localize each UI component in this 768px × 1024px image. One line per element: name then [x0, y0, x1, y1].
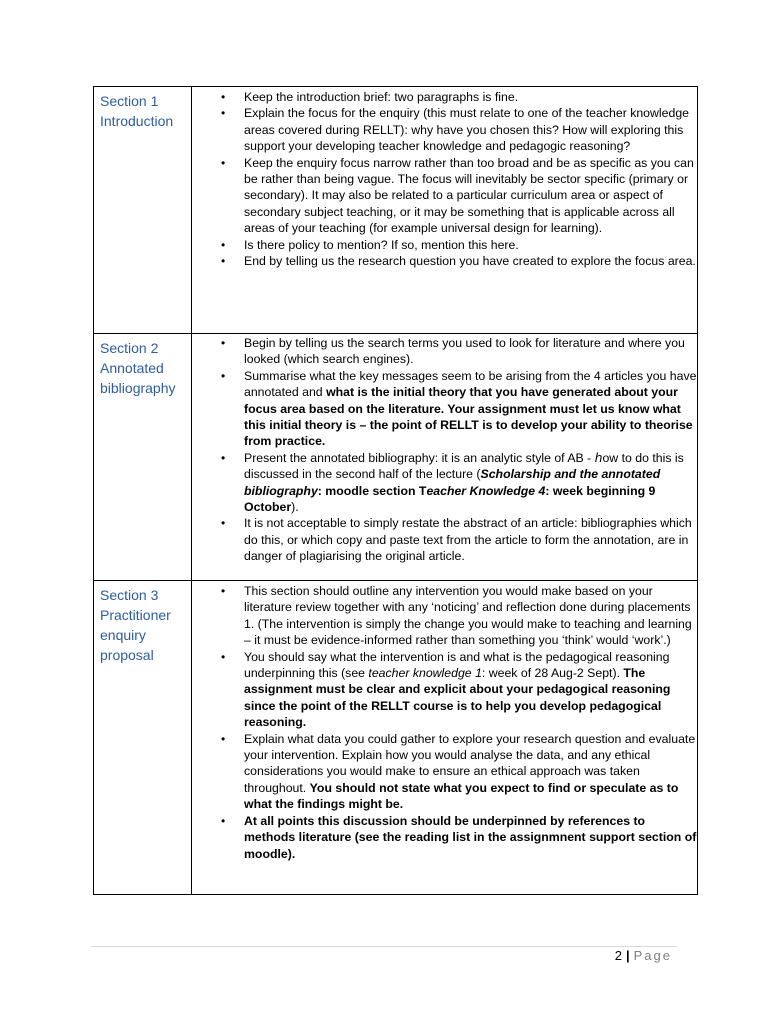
section-body-cell	[192, 87, 698, 334]
bullet-list	[192, 335, 697, 565]
bullet-text: what is the initial theory that you have generated about your focus area based on the literature. Your assignment must let us know what this initial theory is – the point of RELLT is to develop your ability to theorise from practice.	[244, 385, 693, 449]
bullet-text: Keep the enquiry focus narrow rather than too broad and be as specific as you can be rather than being vague. The focus will inevitably be sector specific (primary or secondary). It may also be related to a particular curriculum area or aspect of secondary subject teaching, or it may be something that is applicable across all areas of your teaching (for example universal design for learning).	[244, 155, 694, 236]
bullet-item	[192, 105, 697, 154]
section-row	[94, 581, 698, 895]
bullet-item	[192, 237, 697, 253]
bullet-text: Explain what data you could gather to explore your research question and evaluate your intervention. Explain how you would analyse the data, and any ethical considerations you would make to ensure an ethical approach was taken throughout.	[244, 731, 696, 795]
section-heading-cell	[94, 334, 192, 581]
bullet-text: At all points this discussion should be underpinned by references to methods literature (see the reading list in the assignmnent support section of moodle).	[244, 813, 697, 861]
bullet-item	[192, 731, 697, 813]
section-body-cell	[192, 581, 698, 895]
bullet-text: Begin by telling us the search terms you used to look for literature and where you looked (which search engines).	[244, 336, 685, 367]
assignment-guidance-table	[93, 86, 698, 895]
section-row	[94, 87, 698, 334]
bullet-text: You should not state what you expect to find or speculate as to what the findings might be.	[244, 780, 679, 812]
bullet-item	[192, 583, 697, 649]
bullet-text: Explain the focus for the enquiry (this must relate to one of the teacher knowledge areas covered during RELLT): why have you chosen this? How will exploring this support your developing teacher knowledge and pedagogic reasoning?	[244, 106, 689, 154]
bullet-text: ).	[291, 500, 299, 515]
bullet-text: End by telling us the research question you have created to explore the focus area.	[244, 254, 696, 269]
bullet-text: Present the annotated bibliography: it is an analytic style of AB - ℎow to do this is discussed in the second half of the lecture (	[244, 450, 684, 482]
section-row	[94, 334, 698, 581]
bullet-item	[192, 649, 697, 731]
bullet-text: Scholarship and the annotated bibliography	[244, 467, 661, 498]
footer-separator: |	[625, 948, 630, 963]
bullet-text: Summarise what the key messages seem to be arising from the 4 articles you have annotated and	[244, 368, 697, 400]
page-footer	[615, 947, 672, 965]
bullet-text: eacher Knowledge 4	[426, 483, 546, 498]
bullet-list	[192, 89, 697, 269]
section-body-cell	[192, 334, 698, 581]
bullet-text: You should say what the intervention is and what is the pedagogical reasoning underpinning this (see	[244, 649, 670, 681]
bullet-item	[192, 155, 697, 237]
bullet-item	[192, 253, 697, 269]
bullet-text: : week of 28 Aug-2 Sept).	[481, 666, 624, 681]
bullet-item	[192, 335, 697, 368]
bullet-text: It is not acceptable to simply restate the abstract of an article: bibliographies which do this, or which copy and paste text from the article to form the annotation, are in danger of plagiarising the original article.	[244, 516, 692, 564]
bullet-text: Is there policy to mention? If so, mention this here.	[244, 237, 519, 252]
section-heading-cell	[94, 87, 192, 334]
bullet-item	[192, 450, 697, 516]
bullet-item	[192, 515, 697, 564]
bullet-list	[192, 583, 697, 862]
page-number: 2	[614, 948, 622, 963]
section-heading-cell	[94, 581, 192, 895]
bullet-item	[192, 813, 697, 862]
bullet-text: : week beginning 9 October	[244, 483, 656, 515]
bullet-text: : moodle section T	[317, 483, 427, 498]
bullet-item	[192, 89, 697, 105]
bullet-text: The assignment must be clear and explicit about your pedagogical reasoning since the point of the RELLT course is to help you develop pedagogical reasoning.	[244, 666, 671, 730]
bullet-text: Keep the introduction brief: two paragraphs is fine.	[244, 90, 519, 104]
page-label: Page	[633, 948, 672, 963]
bullet-text: This section should outline any intervention you would make based on your literature review together with any ‘noticing’ and reflection done during placements 1. (The intervention is simply the change you would make to teaching and learning – it must be evidence-informed rather than something you ‘think’ would ‘work’.)	[244, 584, 692, 648]
section-title: Section 3 Practitioner enquiry proposal	[100, 587, 171, 663]
footer-divider	[91, 946, 677, 947]
section-title: Section 2 Annotated bibliography	[100, 340, 176, 396]
bullet-item	[192, 368, 697, 450]
section-title: Section 1 Introduction	[100, 93, 174, 129]
bullet-text: teacher knowledge 1	[368, 666, 482, 681]
